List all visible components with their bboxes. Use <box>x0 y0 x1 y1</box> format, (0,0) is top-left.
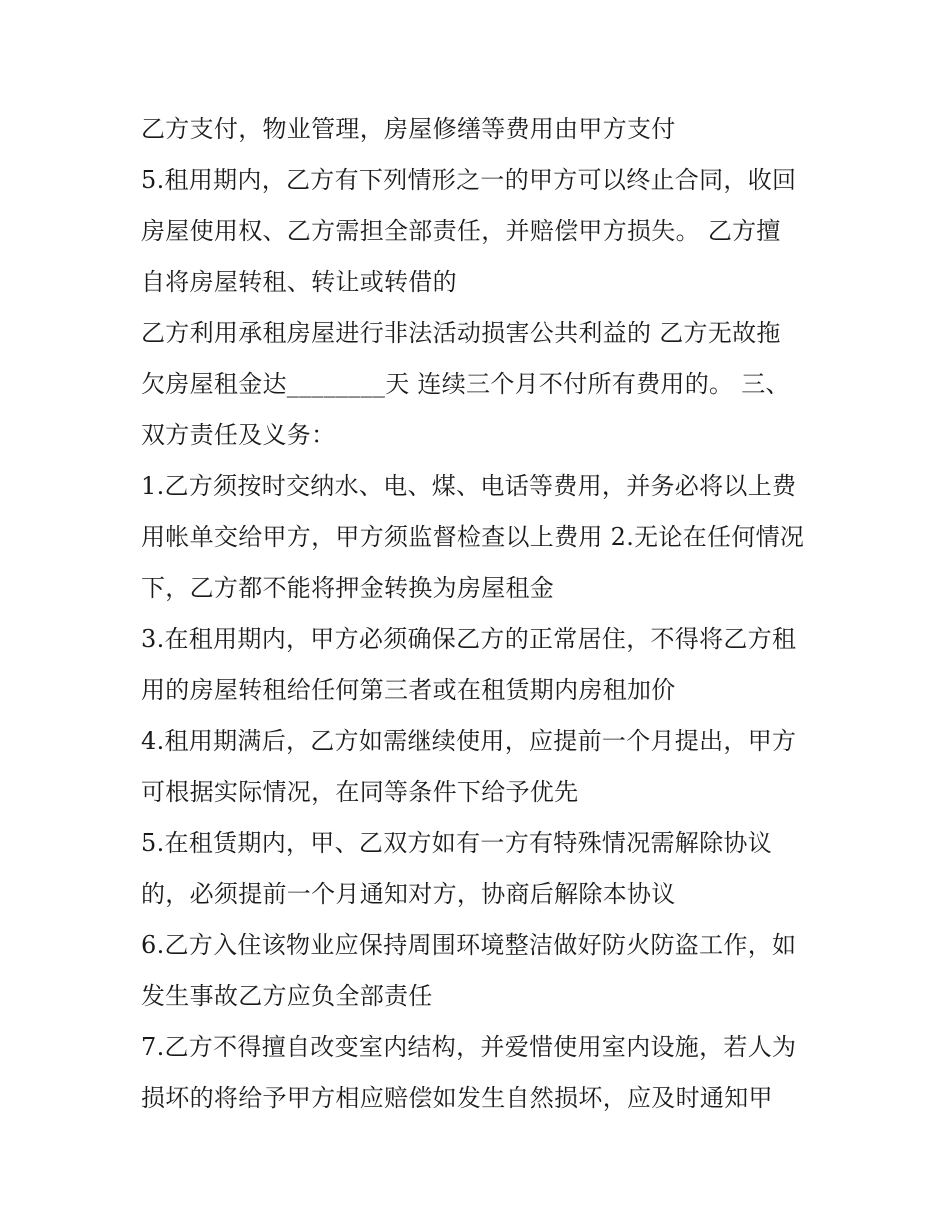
text-line: 6.乙方入住该物业应保持周围环境整洁做好防火防盗工作，如 <box>141 931 797 959</box>
text-line: 房屋使用权、乙方需担全部责任，并赔偿甲方损失。 乙方擅 <box>141 217 781 245</box>
text-line: 用的房屋转租给任何第三者或在租赁期内房租加价 <box>141 676 676 704</box>
text-line: 欠房屋租金达________天 连续三个月不付所有费用的。 三、 <box>141 370 790 398</box>
text-line: 5.在租赁期内，甲、乙双方如有一方有特殊情况需解除协议 <box>141 829 772 857</box>
text-line: 的，必须提前一个月通知对方，协商后解除本协议 <box>141 880 676 908</box>
text-line: 4.租用期满后，乙方如需继续使用，应提前一个月提出，甲方 <box>141 727 797 755</box>
text-line: 7.乙方不得擅自改变室内结构，并爱惜使用室内设施，若人为 <box>141 1033 797 1061</box>
text-line: 用帐单交给甲方，甲方须监督检查以上费用 2.无论在任何情况 <box>141 523 805 551</box>
text-line: 5.租用期内，乙方有下列情形之一的甲方可以终止合同，收回 <box>141 166 797 194</box>
document-body <box>141 104 821 1124</box>
text-line: 自将房屋转租、转让或转借的 <box>141 268 457 296</box>
text-line: 发生事故乙方应负全部责任 <box>141 982 433 1010</box>
text-line: 双方责任及义务： <box>141 421 336 449</box>
text-line: 乙方支付，物业管理，房屋修缮等费用由甲方支付 <box>141 115 676 143</box>
text-line: 1.乙方须按时交纳水、电、煤、电话等费用，并务必将以上费 <box>141 472 797 500</box>
text-line: 乙方利用承租房屋进行非法活动损害公共利益的 乙方无故拖 <box>141 319 781 347</box>
text-line: 损坏的将给予甲方相应赔偿如发生自然损坏，应及时通知甲 <box>141 1084 773 1112</box>
text-line: 可根据实际情况，在同等条件下给予优先 <box>141 778 579 806</box>
text-line: 3.在租用期内，甲方必须确保乙方的正常居住，不得将乙方租 <box>141 625 797 653</box>
text-line: 下，乙方都不能将押金转换为房屋租金 <box>141 574 555 602</box>
